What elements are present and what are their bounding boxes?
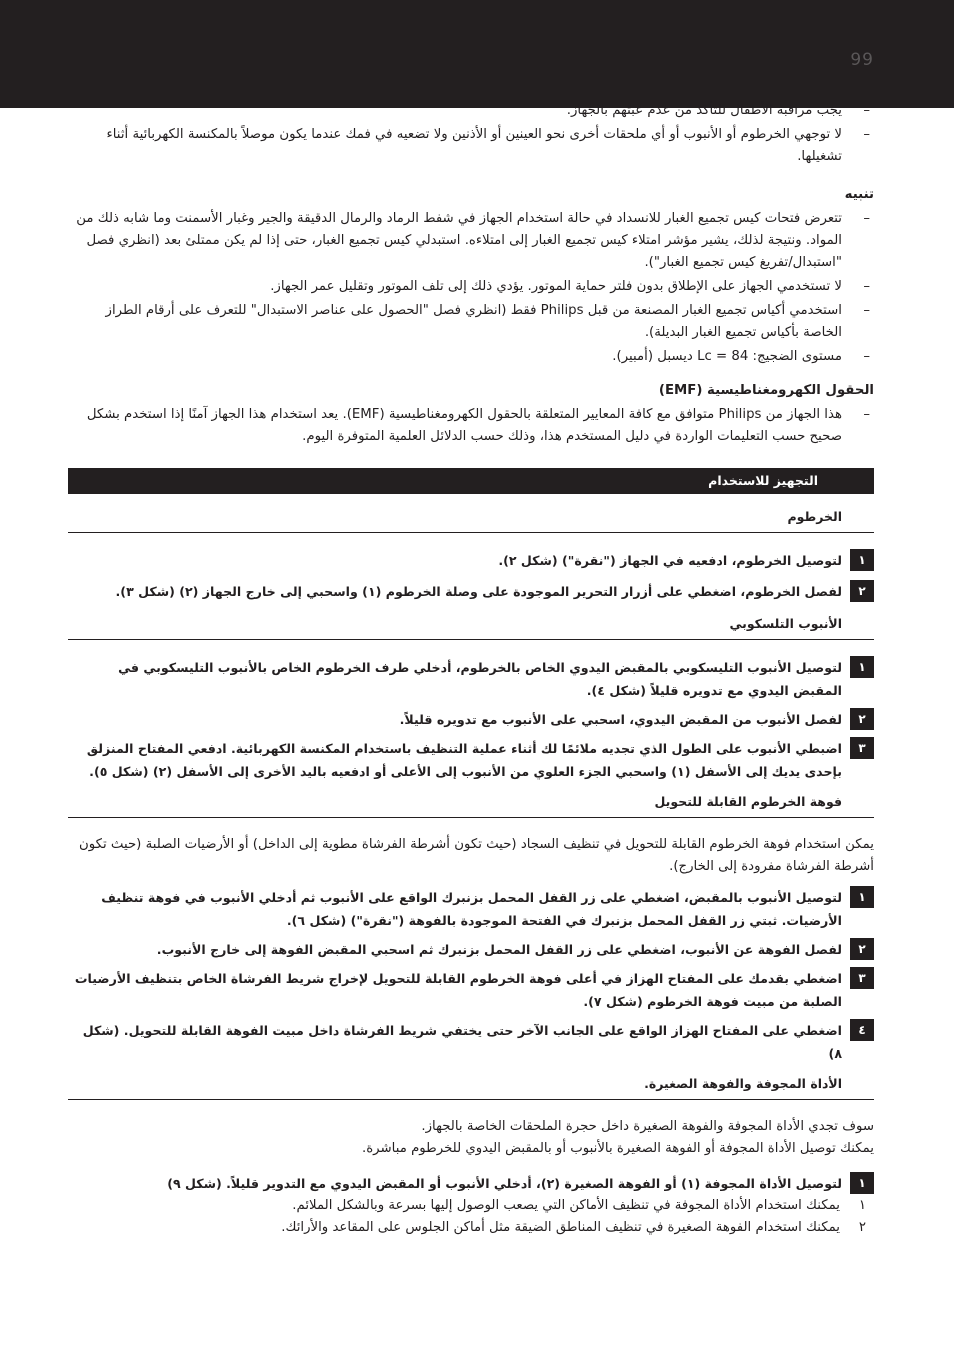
crevice-section bbox=[68, 1075, 874, 1239]
caution-section bbox=[68, 184, 874, 368]
step-number-badge: ٤ bbox=[850, 1019, 874, 1041]
tube-title: الأنبوب التلسكوبي bbox=[68, 615, 874, 640]
nozzle-step: ٣ اضغطي بقدمك على المفتاح الهزاز في أعلى فوهة الخرطوم القابلة للتحويل لإخراج شريط الفرشاة الخاص بتنظيف الأرضيات الصلبة من مبيت فوهة الخرطوم (شكل ٧). bbox=[68, 967, 874, 1013]
step-number-badge: ٢ bbox=[850, 580, 874, 602]
hose-step: ٢ لفصل الخرطوم، اضغطي على أزرار التحرير الموجودة على وصلة الخرطوم (١) واسحبي إلى خارج الجهاز (٢) (شكل ٣). bbox=[68, 580, 874, 603]
nozzle-intro: يمكن استخدام فوهة الخرطوم القابلة للتحويل في تنظيف السجاد (حيث تكون أشرطة الفرشاة مطوية إلى الداخل) أو الأرضيات الصلبة (حيث تكون أشرطة الفرشاة مفرودة إلى الخارج). bbox=[78, 837, 874, 874]
step-number-badge: ١ bbox=[850, 886, 874, 908]
page-content bbox=[68, 103, 874, 1239]
tube-step: ١ لتوصيل الأنبوب التليسكوبي بالمقبض اليدوي الخاص بالخرطوم، أدخلي طرف الخرطوم الخاص بالأنبوب التليسكوبي في المقبض اليدوي مع تدويره قليلاً (شكل ٤). bbox=[68, 656, 874, 702]
crevice-sub-item: ٢ يمكنك استخدام الفوهة الصغيرة في تنظيف المناطق الضيقة مثل أماكن الجلوس على المقاعد والأرائك. bbox=[281, 1220, 866, 1235]
step-number-badge: ٣ bbox=[850, 967, 874, 989]
emf-section bbox=[68, 380, 874, 448]
crevice-title: الأداة المجوفة والفوهة الصغيرة. bbox=[68, 1075, 874, 1100]
emf-title: الحقول الكهرومغناطيسية (EMF) bbox=[658, 383, 874, 398]
caution-item: – لا تستخدمي الجهاز على الإطلاق بدون فلتر حماية الموتور. يؤدي ذلك إلى تلف الموتور وتقليل عمر الجهاز. bbox=[270, 279, 870, 294]
tube-step: ٢ لفصل الأنبوب من المقبض اليدوي، اسحبي على الأنبوب مع تدويره قليلاً. bbox=[68, 708, 874, 731]
crevice-intro-line: سوف تجدي الأداة المجوفة والفوهة الصغيرة داخل حجرة الملحقات الخاصة بالجهاز. bbox=[421, 1119, 874, 1134]
page-number: 99 bbox=[850, 50, 874, 70]
emf-item: – هذا الجهاز من Philips متوافق مع كافة المعايير المتعلقة بالحقول الكهرومغناطيسية (EMF). يعد استخدام هذا الجهاز آمنًا إذا استخدم بشكل صحيح حسب التعليمات الواردة في دليل المستخدم هذا، وذلك حسب الدلائل العلمية المتوفرة اليوم. bbox=[86, 407, 870, 444]
nozzle-title: فوهة الخرطوم القابلة للتحويل bbox=[68, 793, 874, 818]
step-number-badge: ١ bbox=[850, 1172, 874, 1194]
hose-title: الخرطوم bbox=[68, 508, 874, 533]
tube-step: ٣ اضبطي الأنبوب على الطول الذي تجديه ملائمًا لك أثناء عملية التنظيف باستخدام المكنسة الكهربائية. ادفعي المفتاح المنزلق بإحدى يديك إلى الأسفل (١) واسحبي الجزء العلوي من الأنبوب إلى الأعلى أو ادفعيه باليد الأخرى إلى الأسفل (٢) (شكل ٥). bbox=[68, 737, 874, 783]
crevice-sub-item: ١ يمكنك استخدام الأداة المجوفة في تنظيف الأماكن التي يصعب الوصول إليها بسرعة وبالشكل الملائم. bbox=[292, 1198, 866, 1213]
tube-section bbox=[68, 615, 874, 783]
caution-item: – تتعرض فتحات كيس تجميع الغبار للانسداد في حالة استخدام الجهاز في شفط الرماد والرمال الدقيقة والجير وغبار الأسمنت وما شابه ذلك من المواد. ونتيجة لذلك، يشير مؤشر امتلاء كيس تجميع الغبار إلى امتلاءه. استبدلي كيس تجميع الغبار، حتى إذا لم يكن ممتلئ بعد (انظري فصل "استبدال/تفريغ كيس تجميع الغبار"). bbox=[76, 211, 870, 270]
nozzle-step: ١ لتوصيل الأنبوب بالمقبض، اضغطي على زر القفل المحمل بزنبرك الواقع على الأنبوب ثم أدخلي الأنبوب في فوهة تنظيف الأرضيات. ثبتي زر القفل المحمل بزنبرك في الفتحة الموجودة بالفوهة ("نقرة") (شكل ٦). bbox=[68, 886, 874, 932]
step-number-badge: ٢ bbox=[850, 938, 874, 960]
step-number-badge: ٢ bbox=[850, 708, 874, 730]
caution-title: تنبيه bbox=[844, 187, 874, 202]
warnings-top bbox=[68, 100, 874, 168]
caution-item: – استخدمي أكياس تجميع الغبار المصنعة من قبل Philips فقط (انظري فصل "الحصول على عناصر الاستبدال" للتعرف على أرقام الطراز الخاصة بأكياس تجميع الغبار البديلة). bbox=[105, 303, 870, 340]
step-number-badge: ١ bbox=[850, 656, 874, 678]
crevice-intro-line: يمكنك توصيل الأداة المجوفة أو الفوهة الصغيرة بالأنبوب أو بالمقبض اليدوي للخرطوم مباشرة. bbox=[361, 1141, 874, 1156]
step-number-badge: ١ bbox=[850, 549, 874, 571]
hose-step: ١ لتوصيل الخرطوم، ادفعيه في الجهاز ("نقرة") (شكل ٢). bbox=[68, 549, 874, 572]
crevice-step: ١ لتوصيل الأداة المجوفة (١) أو الفوهة الصغيرة (٢)، أدخلي الأنبوب أو المقبض اليدوي مع التدوير قليلاً. (شكل ٩) bbox=[68, 1172, 874, 1195]
nozzle-step: ٢ لفصل الفوهة عن الأنبوب، اضغطي على زر القفل المحمل بزنبرك ثم اسحبي المقبض الفوهة إلى خارج الأنبوب. bbox=[68, 938, 874, 961]
nozzle-step: ٤ اضغطي على المفتاح الهزاز الواقع على الجانب الآخر حتى يختفي شريط الفرشاة داخل مبيت الفوهة القابلة للتحويل. (شكل ٨) bbox=[68, 1019, 874, 1065]
section-title-bar: التجهيز للاستخدام bbox=[68, 468, 874, 494]
page-header-bar bbox=[0, 0, 954, 108]
nozzle-section bbox=[68, 793, 874, 1065]
hose-section bbox=[68, 508, 874, 603]
warning-item: – يجب مراقبة الأطفال للتأكد من عدم عبثهم بالجهاز. bbox=[566, 103, 870, 118]
warning-item: – لا توجهي الخرطوم أو الأنبوب أو أي ملحقات أخرى نحو العينين أو الأذنين ولا تضعيه في فمك عندما يكون موصلاً بالمكنسة الكهربائية أثناء تشغيلها. bbox=[106, 127, 870, 164]
caution-item: – مستوى الضجيج: Lc = 84 ديسبل (أمبير). bbox=[612, 349, 870, 364]
step-number-badge: ٣ bbox=[850, 737, 874, 759]
